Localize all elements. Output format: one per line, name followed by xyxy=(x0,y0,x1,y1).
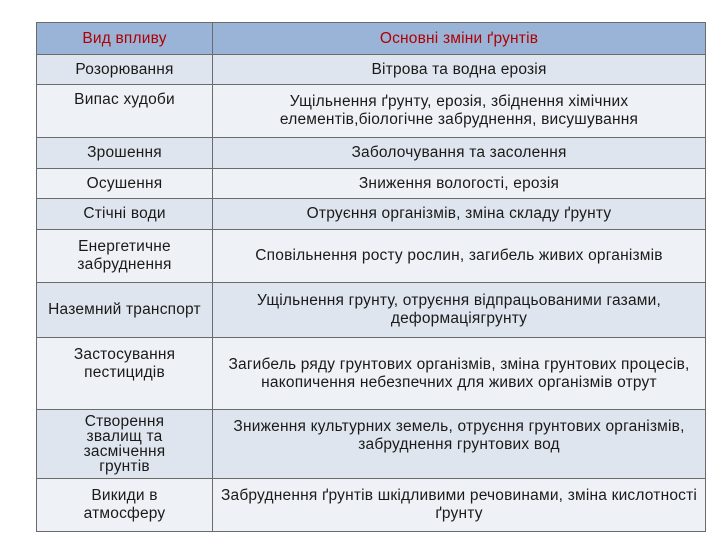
table-row xyxy=(37,85,706,138)
table-row xyxy=(37,283,706,338)
table-row xyxy=(37,410,706,479)
impact-cell: Стічні води xyxy=(37,199,213,230)
impact-cell: Викиди в атмосферу xyxy=(37,479,213,532)
changes-cell: Загибель ряду грунтових організмів, зміна грунтових процесів, накопичення небезпечних для живих організмів отрут xyxy=(213,338,706,410)
table-row xyxy=(37,230,706,283)
table-row xyxy=(37,55,706,85)
table-row xyxy=(37,199,706,230)
impact-cell: Енергетичне забруднення xyxy=(37,230,213,283)
impact-cell: Застосування пестицидів xyxy=(37,338,213,410)
header-soil-changes: Основні зміни ґрунтів xyxy=(213,23,706,55)
soil-impact-table xyxy=(36,22,706,532)
changes-cell: Ущільнення грунту, отруєння відпрацьованими газами, деформаціягрунту xyxy=(213,283,706,338)
changes-cell: Зниження вологості, ерозія xyxy=(213,169,706,199)
changes-cell: Ущільнення ґрунту, ерозія, збіднення хімічних елементів,біологічне забруднення, висушування xyxy=(213,85,706,138)
impact-cell: Розорювання xyxy=(37,55,213,85)
header-impact-type: Вид впливу xyxy=(37,23,213,55)
changes-cell: Отруєння організмів, зміна складу ґрунту xyxy=(213,199,706,230)
changes-cell: Забруднення ґрунтів шкідливими речовинами, зміна кислотності ґрунту xyxy=(213,479,706,532)
table-row xyxy=(37,479,706,532)
impact-cell: Осушення xyxy=(37,169,213,199)
table-row xyxy=(37,338,706,410)
table-row xyxy=(37,138,706,169)
changes-cell: Вітрова та водна ерозія xyxy=(213,55,706,85)
impact-cell: Зрошення xyxy=(37,138,213,169)
impact-cell: Наземний транспорт xyxy=(37,283,213,338)
changes-cell: Сповільнення росту рослин, загибель живих організмів xyxy=(213,230,706,283)
table-header-row xyxy=(37,23,706,55)
changes-cell: Зниження культурних земель, отруєння грунтових організмів, забруднення грунтових вод xyxy=(213,410,706,479)
impact-cell: Створення звалищ та засмічення грунтів xyxy=(37,410,213,479)
impact-cell: Випас худоби xyxy=(37,85,213,138)
table-row xyxy=(37,169,706,199)
changes-cell: Заболочування та засолення xyxy=(213,138,706,169)
